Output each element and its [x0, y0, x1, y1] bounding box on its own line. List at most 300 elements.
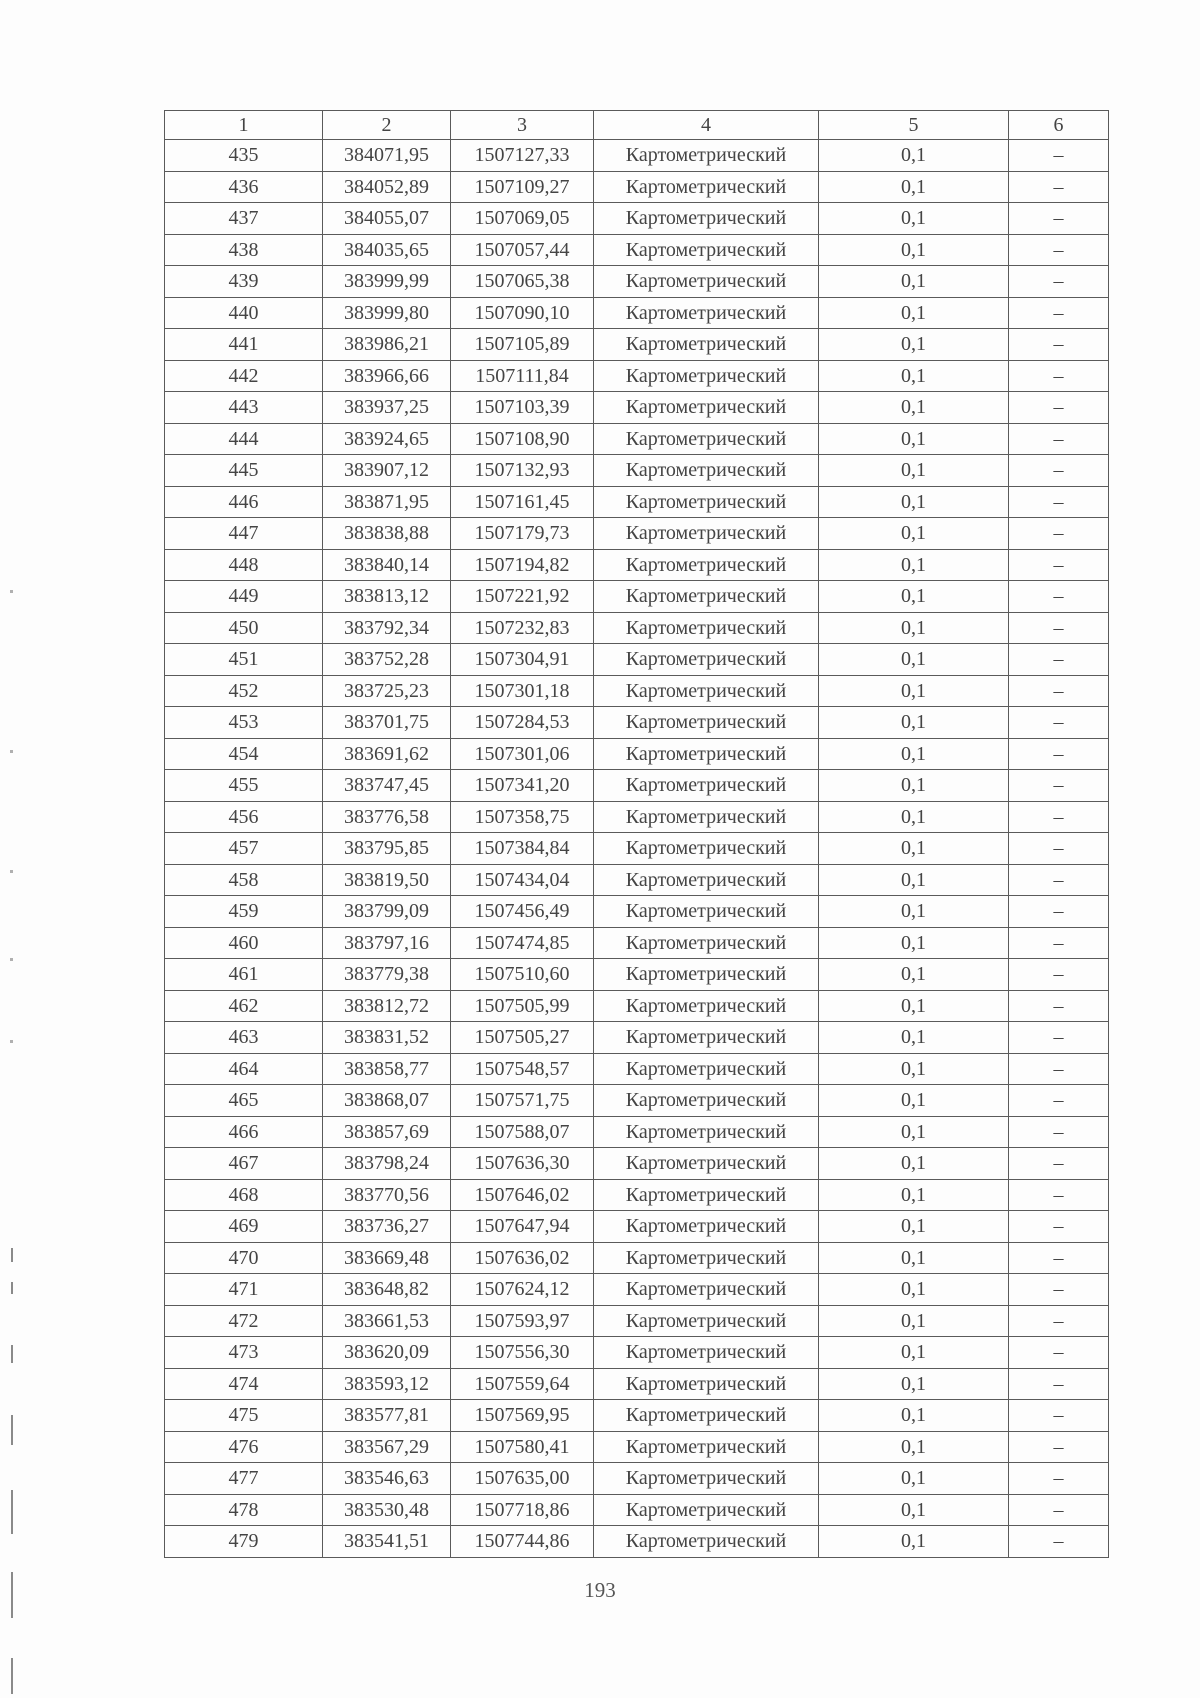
method-cell: Картометрический	[594, 707, 819, 739]
y-coordinate-cell: 1507109,27	[451, 171, 594, 203]
accuracy-cell: 0,1	[819, 801, 1009, 833]
y-coordinate-cell: 1507744,86	[451, 1526, 594, 1558]
accuracy-cell: 0,1	[819, 990, 1009, 1022]
x-coordinate-cell: 384052,89	[323, 171, 451, 203]
method-cell: Картометрический	[594, 1463, 819, 1495]
point-number-cell: 438	[165, 234, 323, 266]
column-header-2: 2	[323, 111, 451, 140]
point-number-cell: 450	[165, 612, 323, 644]
y-coordinate-cell: 1507358,75	[451, 801, 594, 833]
method-cell: Картометрический	[594, 1022, 819, 1054]
y-coordinate-cell: 1507132,93	[451, 455, 594, 487]
y-coordinate-cell: 1507635,00	[451, 1463, 594, 1495]
point-number-cell: 466	[165, 1116, 323, 1148]
x-coordinate-cell: 383736,27	[323, 1211, 451, 1243]
page-number: 193	[584, 1578, 616, 1602]
note-cell: –	[1009, 1211, 1109, 1243]
y-coordinate-cell: 1507718,86	[451, 1494, 594, 1526]
x-coordinate-cell: 383648,82	[323, 1274, 451, 1306]
point-number-cell: 453	[165, 707, 323, 739]
table-row	[165, 612, 1109, 644]
note-cell: –	[1009, 455, 1109, 487]
x-coordinate-cell: 383530,48	[323, 1494, 451, 1526]
y-coordinate-cell: 1507103,39	[451, 392, 594, 424]
method-cell: Картометрический	[594, 171, 819, 203]
x-coordinate-cell: 383868,07	[323, 1085, 451, 1117]
y-coordinate-cell: 1507505,27	[451, 1022, 594, 1054]
point-number-cell: 476	[165, 1431, 323, 1463]
table-row	[165, 297, 1109, 329]
x-coordinate-cell: 383795,85	[323, 833, 451, 865]
table-row	[165, 171, 1109, 203]
point-number-cell: 446	[165, 486, 323, 518]
note-cell: –	[1009, 1305, 1109, 1337]
table-row	[165, 1305, 1109, 1337]
scan-mark	[11, 1658, 13, 1694]
table-body	[165, 140, 1109, 1558]
accuracy-cell: 0,1	[819, 707, 1009, 739]
table-row	[165, 1337, 1109, 1369]
method-cell: Картометрический	[594, 675, 819, 707]
scan-mark	[11, 1248, 13, 1262]
point-number-cell: 440	[165, 297, 323, 329]
method-cell: Картометрический	[594, 1368, 819, 1400]
method-cell: Картометрический	[594, 1211, 819, 1243]
x-coordinate-cell: 383838,88	[323, 518, 451, 550]
accuracy-cell: 0,1	[819, 1148, 1009, 1180]
y-coordinate-cell: 1507647,94	[451, 1211, 594, 1243]
table-row	[165, 1494, 1109, 1526]
point-number-cell: 435	[165, 140, 323, 172]
y-coordinate-cell: 1507301,18	[451, 675, 594, 707]
column-header-3: 3	[451, 111, 594, 140]
method-cell: Картометрический	[594, 581, 819, 613]
x-coordinate-cell: 383541,51	[323, 1526, 451, 1558]
y-coordinate-cell: 1507304,91	[451, 644, 594, 676]
y-coordinate-cell: 1507161,45	[451, 486, 594, 518]
table-row	[165, 234, 1109, 266]
point-number-cell: 470	[165, 1242, 323, 1274]
table-header-row	[165, 111, 1109, 140]
point-number-cell: 469	[165, 1211, 323, 1243]
note-cell: –	[1009, 959, 1109, 991]
table-row	[165, 1368, 1109, 1400]
method-cell: Картометрический	[594, 1116, 819, 1148]
method-cell: Картометрический	[594, 329, 819, 361]
accuracy-cell: 0,1	[819, 644, 1009, 676]
note-cell: –	[1009, 392, 1109, 424]
y-coordinate-cell: 1507341,20	[451, 770, 594, 802]
table-row	[165, 329, 1109, 361]
scan-speck	[10, 958, 13, 961]
table-row	[165, 1211, 1109, 1243]
note-cell: –	[1009, 140, 1109, 172]
scan-mark	[11, 1490, 13, 1534]
table-row	[165, 392, 1109, 424]
y-coordinate-cell: 1507593,97	[451, 1305, 594, 1337]
table-row	[165, 833, 1109, 865]
x-coordinate-cell: 383669,48	[323, 1242, 451, 1274]
point-number-cell: 437	[165, 203, 323, 235]
table-row	[165, 1431, 1109, 1463]
y-coordinate-cell: 1507636,02	[451, 1242, 594, 1274]
y-coordinate-cell: 1507065,38	[451, 266, 594, 298]
point-number-cell: 444	[165, 423, 323, 455]
method-cell: Картометрический	[594, 801, 819, 833]
method-cell: Картометрический	[594, 1337, 819, 1369]
y-coordinate-cell: 1507456,49	[451, 896, 594, 928]
x-coordinate-cell: 384055,07	[323, 203, 451, 235]
table-row	[165, 707, 1109, 739]
scan-mark	[11, 1282, 13, 1294]
x-coordinate-cell: 383999,80	[323, 297, 451, 329]
accuracy-cell: 0,1	[819, 675, 1009, 707]
note-cell: –	[1009, 707, 1109, 739]
method-cell: Картометрический	[594, 1274, 819, 1306]
scan-speck	[10, 590, 13, 593]
y-coordinate-cell: 1507108,90	[451, 423, 594, 455]
method-cell: Картометрический	[594, 1431, 819, 1463]
method-cell: Картометрический	[594, 360, 819, 392]
accuracy-cell: 0,1	[819, 1022, 1009, 1054]
accuracy-cell: 0,1	[819, 864, 1009, 896]
y-coordinate-cell: 1507384,84	[451, 833, 594, 865]
method-cell: Картометрический	[594, 203, 819, 235]
accuracy-cell: 0,1	[819, 329, 1009, 361]
x-coordinate-cell: 384071,95	[323, 140, 451, 172]
y-coordinate-cell: 1507646,02	[451, 1179, 594, 1211]
method-cell: Картометрический	[594, 1179, 819, 1211]
x-coordinate-cell: 383966,66	[323, 360, 451, 392]
accuracy-cell: 0,1	[819, 1053, 1009, 1085]
method-cell: Картометрический	[594, 1305, 819, 1337]
scan-mark	[11, 1415, 13, 1445]
method-cell: Картометрический	[594, 549, 819, 581]
accuracy-cell: 0,1	[819, 738, 1009, 770]
x-coordinate-cell: 383797,16	[323, 927, 451, 959]
y-coordinate-cell: 1507624,12	[451, 1274, 594, 1306]
method-cell: Картометрический	[594, 1053, 819, 1085]
accuracy-cell: 0,1	[819, 455, 1009, 487]
method-cell: Картометрический	[594, 738, 819, 770]
table-row	[165, 360, 1109, 392]
table-row	[165, 1400, 1109, 1432]
method-cell: Картометрический	[594, 1400, 819, 1432]
note-cell: –	[1009, 518, 1109, 550]
point-number-cell: 443	[165, 392, 323, 424]
note-cell: –	[1009, 864, 1109, 896]
y-coordinate-cell: 1507510,60	[451, 959, 594, 991]
method-cell: Картометрический	[594, 896, 819, 928]
accuracy-cell: 0,1	[819, 140, 1009, 172]
point-number-cell: 461	[165, 959, 323, 991]
accuracy-cell: 0,1	[819, 423, 1009, 455]
accuracy-cell: 0,1	[819, 1116, 1009, 1148]
method-cell: Картометрический	[594, 644, 819, 676]
table-row	[165, 1526, 1109, 1558]
point-number-cell: 474	[165, 1368, 323, 1400]
point-number-cell: 439	[165, 266, 323, 298]
x-coordinate-cell: 383871,95	[323, 486, 451, 518]
x-coordinate-cell: 383770,56	[323, 1179, 451, 1211]
accuracy-cell: 0,1	[819, 1463, 1009, 1495]
y-coordinate-cell: 1507179,73	[451, 518, 594, 550]
method-cell: Картометрический	[594, 518, 819, 550]
note-cell: –	[1009, 423, 1109, 455]
note-cell: –	[1009, 581, 1109, 613]
x-coordinate-cell: 383819,50	[323, 864, 451, 896]
point-number-cell: 454	[165, 738, 323, 770]
table-row	[165, 896, 1109, 928]
note-cell: –	[1009, 1274, 1109, 1306]
scan-mark	[11, 1572, 13, 1618]
y-coordinate-cell: 1507559,64	[451, 1368, 594, 1400]
y-coordinate-cell: 1507636,30	[451, 1148, 594, 1180]
x-coordinate-cell: 383840,14	[323, 549, 451, 581]
accuracy-cell: 0,1	[819, 1179, 1009, 1211]
point-number-cell: 447	[165, 518, 323, 550]
method-cell: Картометрический	[594, 864, 819, 896]
table-row	[165, 1274, 1109, 1306]
note-cell: –	[1009, 1116, 1109, 1148]
accuracy-cell: 0,1	[819, 549, 1009, 581]
column-header-6: 6	[1009, 111, 1109, 140]
table-row	[165, 140, 1109, 172]
x-coordinate-cell: 383924,65	[323, 423, 451, 455]
table-row	[165, 1085, 1109, 1117]
point-number-cell: 459	[165, 896, 323, 928]
note-cell: –	[1009, 1431, 1109, 1463]
x-coordinate-cell: 383858,77	[323, 1053, 451, 1085]
y-coordinate-cell: 1507057,44	[451, 234, 594, 266]
y-coordinate-cell: 1507505,99	[451, 990, 594, 1022]
accuracy-cell: 0,1	[819, 770, 1009, 802]
table-row	[165, 864, 1109, 896]
method-cell: Картометрический	[594, 990, 819, 1022]
point-number-cell: 442	[165, 360, 323, 392]
table-row	[165, 581, 1109, 613]
accuracy-cell: 0,1	[819, 1400, 1009, 1432]
scan-speck	[10, 750, 13, 753]
table-row	[165, 266, 1109, 298]
accuracy-cell: 0,1	[819, 486, 1009, 518]
note-cell: –	[1009, 770, 1109, 802]
method-cell: Картометрический	[594, 927, 819, 959]
method-cell: Картометрический	[594, 140, 819, 172]
method-cell: Картометрический	[594, 1242, 819, 1274]
table-row	[165, 675, 1109, 707]
x-coordinate-cell: 383986,21	[323, 329, 451, 361]
y-coordinate-cell: 1507284,53	[451, 707, 594, 739]
accuracy-cell: 0,1	[819, 392, 1009, 424]
note-cell: –	[1009, 1242, 1109, 1274]
note-cell: –	[1009, 990, 1109, 1022]
y-coordinate-cell: 1507090,10	[451, 297, 594, 329]
accuracy-cell: 0,1	[819, 1085, 1009, 1117]
accuracy-cell: 0,1	[819, 1526, 1009, 1558]
accuracy-cell: 0,1	[819, 1242, 1009, 1274]
x-coordinate-cell: 383567,29	[323, 1431, 451, 1463]
x-coordinate-cell: 383691,62	[323, 738, 451, 770]
accuracy-cell: 0,1	[819, 1431, 1009, 1463]
point-number-cell: 477	[165, 1463, 323, 1495]
y-coordinate-cell: 1507221,92	[451, 581, 594, 613]
note-cell: –	[1009, 486, 1109, 518]
point-number-cell: 473	[165, 1337, 323, 1369]
table-row	[165, 1463, 1109, 1495]
table-row	[165, 549, 1109, 581]
note-cell: –	[1009, 1368, 1109, 1400]
note-cell: –	[1009, 1526, 1109, 1558]
point-number-cell: 462	[165, 990, 323, 1022]
note-cell: –	[1009, 1337, 1109, 1369]
scan-mark	[11, 1345, 13, 1363]
point-number-cell: 464	[165, 1053, 323, 1085]
scan-speck	[10, 1040, 13, 1043]
x-coordinate-cell: 383907,12	[323, 455, 451, 487]
point-number-cell: 460	[165, 927, 323, 959]
table-row	[165, 423, 1109, 455]
y-coordinate-cell: 1507548,57	[451, 1053, 594, 1085]
accuracy-cell: 0,1	[819, 896, 1009, 928]
x-coordinate-cell: 383813,12	[323, 581, 451, 613]
note-cell: –	[1009, 1022, 1109, 1054]
y-coordinate-cell: 1507301,06	[451, 738, 594, 770]
column-header-5: 5	[819, 111, 1009, 140]
y-coordinate-cell: 1507069,05	[451, 203, 594, 235]
accuracy-cell: 0,1	[819, 234, 1009, 266]
table-row	[165, 203, 1109, 235]
x-coordinate-cell: 383747,45	[323, 770, 451, 802]
note-cell: –	[1009, 644, 1109, 676]
method-cell: Картометрический	[594, 833, 819, 865]
point-number-cell: 467	[165, 1148, 323, 1180]
method-cell: Картометрический	[594, 234, 819, 266]
table-row	[165, 1116, 1109, 1148]
note-cell: –	[1009, 297, 1109, 329]
table-row	[165, 644, 1109, 676]
point-number-cell: 471	[165, 1274, 323, 1306]
x-coordinate-cell: 383577,81	[323, 1400, 451, 1432]
accuracy-cell: 0,1	[819, 581, 1009, 613]
note-cell: –	[1009, 234, 1109, 266]
table-row	[165, 738, 1109, 770]
y-coordinate-cell: 1507434,04	[451, 864, 594, 896]
method-cell: Картометрический	[594, 1526, 819, 1558]
point-number-cell: 465	[165, 1085, 323, 1117]
accuracy-cell: 0,1	[819, 1337, 1009, 1369]
note-cell: –	[1009, 171, 1109, 203]
note-cell: –	[1009, 1085, 1109, 1117]
x-coordinate-cell: 383752,28	[323, 644, 451, 676]
table-row	[165, 1053, 1109, 1085]
point-number-cell: 436	[165, 171, 323, 203]
point-number-cell: 445	[165, 455, 323, 487]
accuracy-cell: 0,1	[819, 1494, 1009, 1526]
method-cell: Картометрический	[594, 392, 819, 424]
accuracy-cell: 0,1	[819, 171, 1009, 203]
point-number-cell: 463	[165, 1022, 323, 1054]
note-cell: –	[1009, 1179, 1109, 1211]
table-row	[165, 455, 1109, 487]
table-row	[165, 486, 1109, 518]
x-coordinate-cell: 383593,12	[323, 1368, 451, 1400]
accuracy-cell: 0,1	[819, 959, 1009, 991]
y-coordinate-cell: 1507569,95	[451, 1400, 594, 1432]
x-coordinate-cell: 383812,72	[323, 990, 451, 1022]
method-cell: Картометрический	[594, 1085, 819, 1117]
x-coordinate-cell: 384035,65	[323, 234, 451, 266]
accuracy-cell: 0,1	[819, 297, 1009, 329]
accuracy-cell: 0,1	[819, 833, 1009, 865]
note-cell: –	[1009, 360, 1109, 392]
table-row	[165, 1022, 1109, 1054]
x-coordinate-cell: 383798,24	[323, 1148, 451, 1180]
method-cell: Картометрический	[594, 266, 819, 298]
x-coordinate-cell: 383937,25	[323, 392, 451, 424]
point-number-cell: 448	[165, 549, 323, 581]
y-coordinate-cell: 1507571,75	[451, 1085, 594, 1117]
point-number-cell: 441	[165, 329, 323, 361]
accuracy-cell: 0,1	[819, 1274, 1009, 1306]
accuracy-cell: 0,1	[819, 612, 1009, 644]
y-coordinate-cell: 1507588,07	[451, 1116, 594, 1148]
note-cell: –	[1009, 675, 1109, 707]
point-number-cell: 468	[165, 1179, 323, 1211]
point-number-cell: 456	[165, 801, 323, 833]
y-coordinate-cell: 1507105,89	[451, 329, 594, 361]
x-coordinate-cell: 383799,09	[323, 896, 451, 928]
scan-speck	[10, 870, 13, 873]
table-row	[165, 990, 1109, 1022]
column-header-4: 4	[594, 111, 819, 140]
x-coordinate-cell: 383546,63	[323, 1463, 451, 1495]
x-coordinate-cell: 383999,99	[323, 266, 451, 298]
y-coordinate-cell: 1507580,41	[451, 1431, 594, 1463]
column-header-1: 1	[165, 111, 323, 140]
point-number-cell: 472	[165, 1305, 323, 1337]
x-coordinate-cell: 383792,34	[323, 612, 451, 644]
point-number-cell: 479	[165, 1526, 323, 1558]
y-coordinate-cell: 1507127,33	[451, 140, 594, 172]
y-coordinate-cell: 1507232,83	[451, 612, 594, 644]
point-number-cell: 478	[165, 1494, 323, 1526]
note-cell: –	[1009, 927, 1109, 959]
point-number-cell: 457	[165, 833, 323, 865]
point-number-cell: 451	[165, 644, 323, 676]
note-cell: –	[1009, 549, 1109, 581]
note-cell: –	[1009, 801, 1109, 833]
table-row	[165, 1242, 1109, 1274]
note-cell: –	[1009, 329, 1109, 361]
y-coordinate-cell: 1507194,82	[451, 549, 594, 581]
method-cell: Картометрический	[594, 1148, 819, 1180]
x-coordinate-cell: 383779,38	[323, 959, 451, 991]
x-coordinate-cell: 383857,69	[323, 1116, 451, 1148]
method-cell: Картометрический	[594, 423, 819, 455]
y-coordinate-cell: 1507556,30	[451, 1337, 594, 1369]
note-cell: –	[1009, 896, 1109, 928]
note-cell: –	[1009, 1400, 1109, 1432]
x-coordinate-cell: 383831,52	[323, 1022, 451, 1054]
accuracy-cell: 0,1	[819, 360, 1009, 392]
method-cell: Картометрический	[594, 770, 819, 802]
method-cell: Картометрический	[594, 612, 819, 644]
note-cell: –	[1009, 1148, 1109, 1180]
x-coordinate-cell: 383725,23	[323, 675, 451, 707]
point-number-cell: 455	[165, 770, 323, 802]
method-cell: Картометрический	[594, 297, 819, 329]
